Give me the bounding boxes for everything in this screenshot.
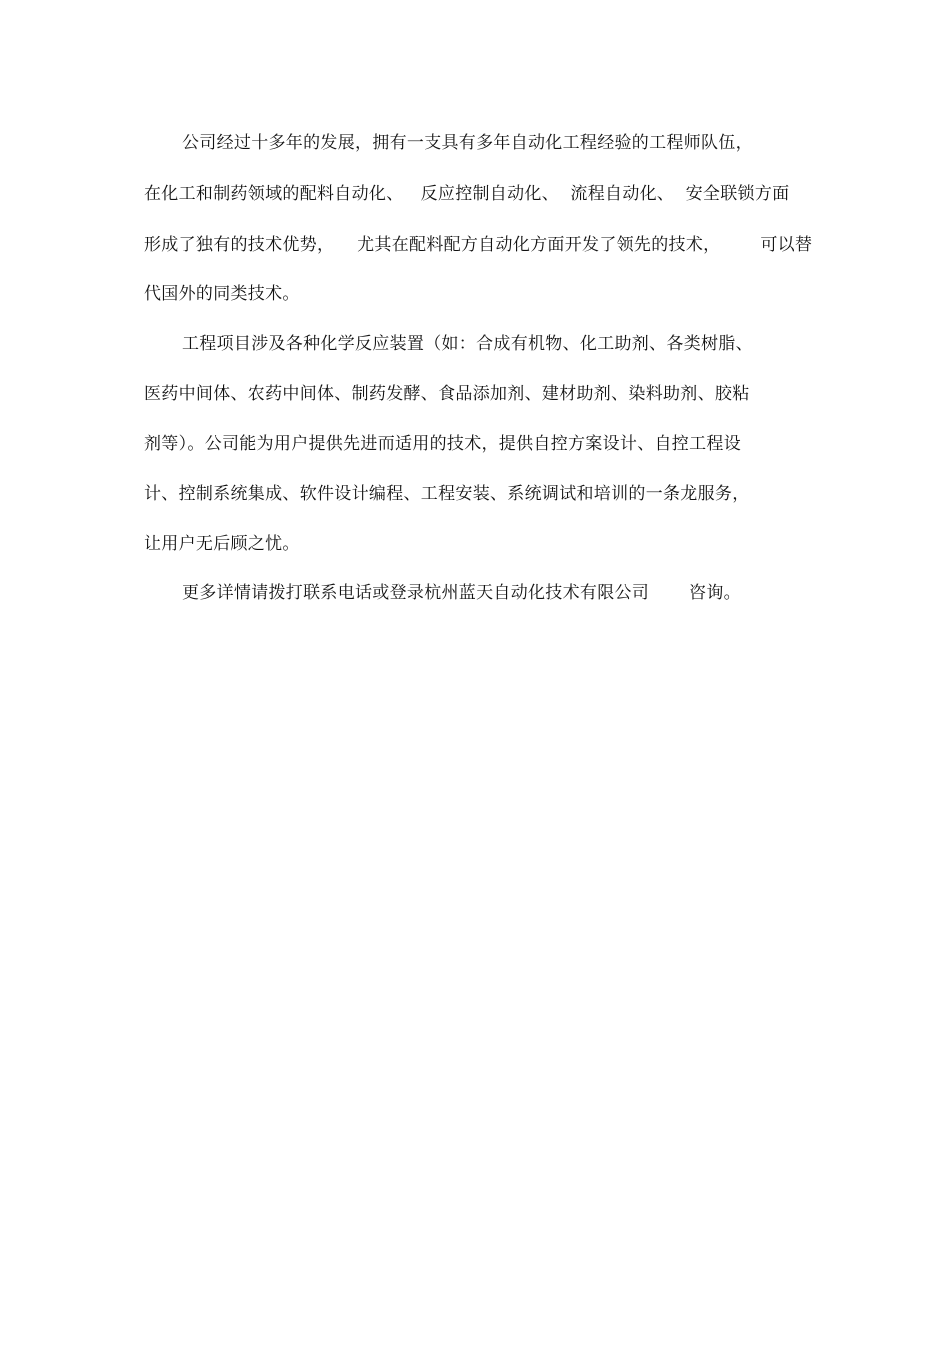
text-line: 更多详情请拨打联系电话或登录杭州蓝天自动化技术有限公司 咨询。 bbox=[182, 583, 741, 603]
text-line: 工程项目涉及各种化学反应装置（如：合成有机物、化工助剂、各类树脂、 bbox=[182, 334, 753, 354]
text-line: 代国外的同类技术。 bbox=[144, 284, 300, 304]
text-line: 形成了独有的技术优势， 尤其在配料配方自动化方面开发了领先的技术， 可以替 bbox=[144, 235, 813, 255]
text-line: 在化工和制药领域的配料自动化、 反应控制自动化、 流程自动化、 安全联锁方面 bbox=[144, 184, 790, 204]
text-line: 医药中间体、农药中间体、制药发酵、食品添加剂、建材助剂、染料助剂、胶粘 bbox=[144, 384, 750, 404]
text-line: 公司经过十多年的发展，拥有一支具有多年自动化工程经验的工程师队伍， bbox=[182, 133, 753, 153]
text-line: 让用户无后顾之忧。 bbox=[144, 534, 300, 554]
text-line: 计、控制系统集成、软件设计编程、工程安装、系统调试和培训的一条龙服务， bbox=[144, 484, 750, 504]
text-line: 剂等）。公司能为用户提供先进而适用的技术，提供自控方案设计、自控工程设 bbox=[144, 434, 741, 454]
